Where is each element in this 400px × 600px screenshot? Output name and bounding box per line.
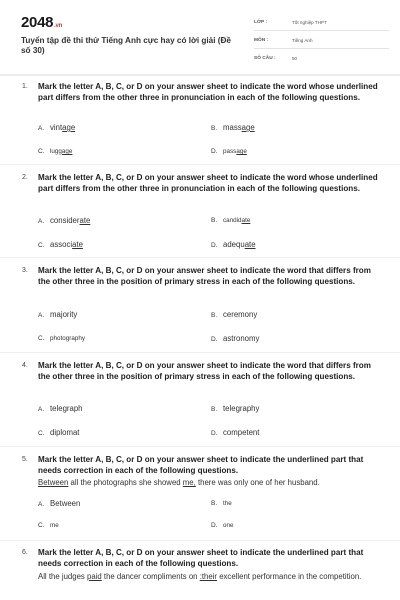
sentence-underlined: :their [199,572,218,581]
document-title: Tuyển tập đề thi thử Tiếng Anh cực hay có lời giải (Đề số 30) [21,36,231,55]
option-b[interactable] [211,123,255,134]
option-key: C. [38,430,45,437]
question-1 [22,82,382,158]
option-text: associ [50,240,73,249]
meta-count-row [254,54,389,67]
option-underlined: ate [79,216,91,225]
meta-count-label: SỐ CÂU : [254,56,276,61]
option-underlined: ate [244,240,256,249]
meta-class-row [254,18,389,31]
option-key: D. [211,336,218,343]
sentence-text: the dancer compliments on [101,572,200,581]
document-header [10,8,390,68]
option-text: the [223,500,232,507]
question-text: Mark the letter A, B, C, or D on your answer sheet to indicate the underlined part that needs correction in each of the following questions. [38,455,364,475]
option-key: D. [211,430,218,437]
option-text: lugg [50,148,62,155]
question-sentence [38,571,382,583]
question-number: 2. [22,174,28,181]
question-separator [0,164,400,165]
option-text: pass [223,148,237,155]
sentence-underlined: paid [86,572,102,581]
option-key: B. [211,406,218,413]
option-key: B. [211,500,218,507]
option-b[interactable] [211,404,259,415]
option-key: B. [211,125,218,132]
option-c[interactable] [38,428,79,439]
meta-count-value: 50 [292,56,298,61]
option-key: A. [38,125,45,132]
option-d[interactable] [211,428,259,439]
option-key: B. [211,217,218,224]
option-d[interactable] [211,240,256,251]
option-a[interactable] [38,404,83,415]
question-separator [0,446,400,447]
question-number: 5. [22,456,28,463]
option-key: D. [211,242,218,249]
header-divider [0,74,400,76]
question-2 [22,173,382,251]
option-text: photography [50,335,86,342]
option-key: C. [38,335,45,342]
question-text: Mark the letter A, B, C, or D on your answer sheet to indicate the word that differs from the other three in the position of primary stress in each of the following questions. [38,266,371,286]
option-text: one [223,522,234,529]
option-a[interactable] [38,499,80,510]
logo-text: 2048 [21,14,54,31]
meta-subject-label: MÔN : [254,38,269,43]
option-text: ceremony [223,310,258,319]
option-text: diplomat [50,428,80,437]
option-key: D. [211,148,218,155]
sentence-text: there was only one of her husband. [195,478,320,487]
option-key: C. [38,522,45,529]
option-text: adequ [223,240,245,249]
option-key: B. [211,312,218,319]
document-meta [254,18,389,72]
option-a[interactable] [38,216,90,227]
sentence-text: excellent performance in the competition. [217,572,362,581]
option-key: A. [38,218,45,225]
question-3 [22,266,382,346]
option-underlined: age [241,123,255,132]
option-b[interactable] [211,310,257,321]
option-text: astronomy [223,334,260,343]
option-text: telegraphy [223,404,260,413]
question-sentence [38,477,382,489]
question-text: Mark the letter A, B, C, or D on your answer sheet to indicate the word whose underlined part differs from the other three in pronunciation in each of the following questions. [38,82,378,102]
option-key: D. [211,522,218,529]
option-key: A. [38,312,45,319]
option-underlined: age [236,148,247,155]
option-underlined: ate [241,217,251,224]
option-a[interactable] [38,310,77,321]
option-d[interactable] [211,521,234,531]
question-6 [22,548,382,598]
option-text: telegraph [50,404,83,413]
option-underlined: ate [72,240,83,249]
option-text: majority [50,310,78,319]
question-text: Mark the letter A, B, C, or D on your answer sheet to indicate the word whose underlined part differs from the other three in pronunciation in each of the following questions. [38,173,378,193]
question-text: Mark the letter A, B, C, or D on your answer sheet to indicate the underlined part that needs correction in each of the following questions. [38,548,364,568]
option-underlined: age [62,123,76,132]
option-text: competent [223,428,260,437]
option-text: consider [50,216,80,225]
option-c[interactable] [38,147,72,157]
option-key: A. [38,406,45,413]
question-number: 6. [22,549,28,556]
option-c[interactable] [38,240,83,251]
option-d[interactable] [211,147,247,157]
question-5 [22,455,382,535]
option-d[interactable] [211,334,259,345]
logo-domain: .vn [54,23,62,29]
sentence-underlined: me, [182,478,196,487]
option-c[interactable] [38,521,59,531]
question-4 [22,361,382,439]
option-text: Between [50,499,81,508]
question-separator [0,540,400,541]
meta-subject-row [254,36,389,49]
option-key: C. [38,242,45,249]
meta-class-value: Tốt nghiệp THPT [292,20,327,25]
question-number: 4. [22,362,28,369]
question-text: Mark the letter A, B, C, or D on your answer sheet to indicate the word that differs from the other three in the position of primary stress in each of the following questions. [38,361,371,381]
meta-class-label: LỚP : [254,20,268,25]
option-text: candid [223,217,242,224]
option-b[interactable] [211,499,232,509]
option-text: mass [223,123,242,132]
option-underlined: age [61,148,73,155]
option-text: vint [50,123,63,132]
sentence-underlined: Between [38,478,69,487]
question-number: 1. [22,83,28,90]
option-a[interactable] [38,123,75,134]
option-key: A. [38,501,45,508]
option-c[interactable] [38,334,85,344]
site-logo[interactable] [21,14,62,31]
option-key: C. [38,148,45,155]
option-b[interactable] [211,216,250,226]
question-number: 3. [22,267,28,274]
sentence-text: All the judges [38,572,87,581]
meta-subject-value: Tiếng Anh [292,38,313,43]
sentence-text: all the photographs she showed [68,478,183,487]
question-separator [0,257,400,258]
option-text: me [50,522,59,529]
question-separator [0,352,400,353]
